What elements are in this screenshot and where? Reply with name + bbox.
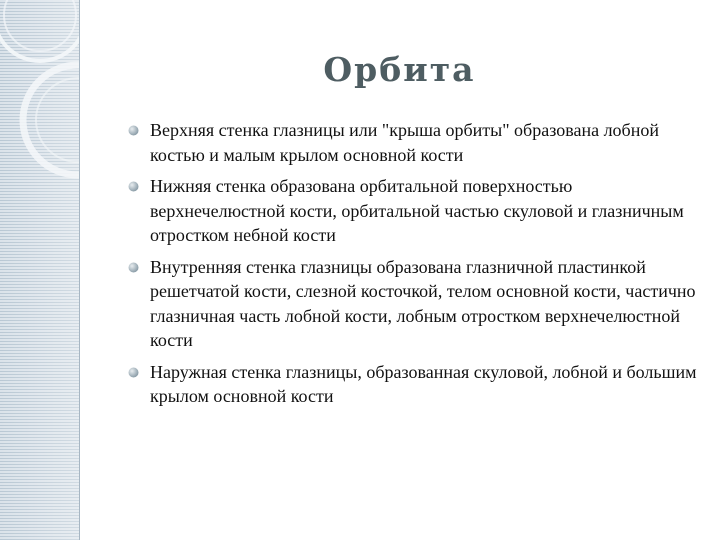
slide-title: Орбита <box>323 50 476 89</box>
bullet-item-outer-wall <box>128 360 698 409</box>
bullet-circle-icon <box>128 125 139 136</box>
bullet-list <box>128 118 698 416</box>
circles-decoration-icon <box>0 0 79 540</box>
bullet-text: Внутренняя стенка глазницы образована глазничной пластинкой решетчатой кости, слезной косточкой, телом основной кости, частично глазничная часть лобной кости, лобным отростком верхнечелюстной кости <box>150 256 696 350</box>
bullet-text: Наружная стенка глазницы, образованная скуловой, лобной и большим крылом основной кости <box>150 361 697 406</box>
bullet-circle-icon <box>128 262 139 273</box>
bullet-circle-icon <box>128 181 139 192</box>
bullet-item-upper-wall <box>128 118 698 167</box>
bullet-item-lower-wall <box>128 174 698 248</box>
bullet-text: Нижняя стенка образована орбитальной поверхностью верхнечелюстной кости, орбитальной частью скуловой и глазничным отростком небной кости <box>150 176 684 245</box>
bullet-text: Верхняя стенка глазницы или "крыша орбиты" образована лобной костью и малым крылом основной кости <box>150 120 659 165</box>
bullet-circle-icon <box>128 367 139 378</box>
bullet-item-inner-wall <box>128 255 698 353</box>
decorative-sidebar <box>0 0 80 540</box>
